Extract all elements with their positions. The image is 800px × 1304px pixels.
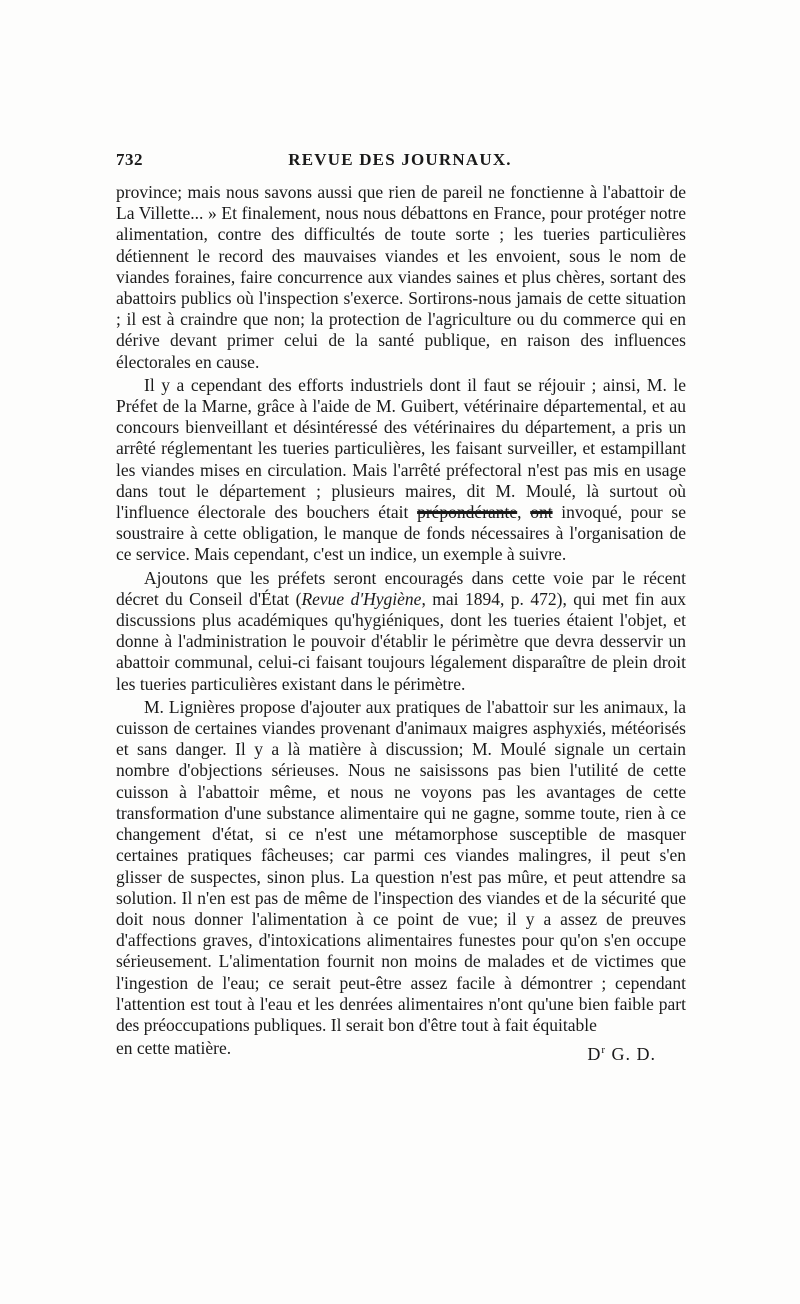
running-title: REVUE DES JOURNAUX.	[288, 150, 512, 169]
paragraph-2-sep: ,	[517, 502, 531, 523]
paragraph-1: province; mais nous savons aussi que rien de pareil ne fonctienne à l'abattoir de La Villette... » Et finalement, nous nous débattons en France, pour protéger notre alimentation, contre des difficultés de toute sorte ; les tueries particulières détiennent le record des mauvaises viandes et les envoient, sous le nom de viandes foraines, faire concurrence aux viandes saines et plus chères, sortant des abattoirs publics où l'inspection s'exerce. Sortirons-nous jamais de cette situation ; il est à craindre que non; la protection de l'agriculture ou du commerce qui en dérive devant primer celui de la santé publique, en raison des influences électorales en cause.	[116, 182, 686, 372]
journal-title: Revue d'Hygiène	[301, 588, 422, 609]
struck-word-1: prépondérante	[417, 502, 518, 523]
closing-line	[116, 1038, 686, 1065]
signature-prefix: D	[587, 1044, 602, 1065]
page-number: 732	[116, 150, 143, 169]
paragraph-3-text-a: Ajoutons que les préfets seront encouragés dans cette voie par le récent décret du Conseil d'État (	[116, 567, 686, 609]
paragraph-2-text-a: Il y a cependant des efforts industriels dont il faut se réjouir ; ainsi, M. le Préfet de la Marne, grâce à l'aide de M. Guibert, vétérinaire départemental, et au concours bienveillant et désintéressé des vétérinaires du département, a pris un arrêté réglementant les tueries particulières, les faisant surveiller, et estampillant les viandes mises en circulation. Mais l'arrêté préfectoral n'est pas mis en usage dans tout le département ; plusieurs maires, dit M. Moulé, là surtout où l'influence électorale des bouchers était	[116, 374, 686, 523]
struck-word-2: ont	[530, 502, 553, 523]
signature-name: G. D.	[606, 1044, 656, 1065]
page-header	[116, 150, 684, 174]
paragraph-3-text-b: , mai 1894, p. 472), qui met fin aux discussions plus académiques qu'hygiéniques, dont les tueries étaient l'objet, et donne à l'administration le pouvoir d'établir le périmètre que devra desservir un abattoir communal, celui-ci faisant toujours légalement disparaître de plein droit les tueries particulières existant dans le périmètre.	[116, 588, 686, 694]
signature-superscript: r	[601, 1044, 606, 1057]
paragraph-2-text-b: invoqué, pour se soustraire à cette obligation, le manque de fonds nécessaires à l'organisation de ce service. Mais cependant, c'est un indice, un exemple à suivre.	[116, 502, 686, 565]
signature	[587, 1040, 656, 1065]
paragraph-2	[116, 375, 686, 566]
article-body	[116, 182, 686, 1065]
paragraph-3	[116, 568, 686, 695]
closing-text: en cette matière.	[116, 1038, 232, 1059]
paragraph-4: M. Lignières propose d'ajouter aux pratiques de l'abattoir sur les animaux, la cuisson de certaines viandes provenant d'animaux maigres asphyxiés, météorisés et sans danger. Il y a là matière à discussion; M. Moulé signale un certain nombre d'objections sérieuses. Nous ne saisissons pas bien l'utilité de cette cuisson à l'abattoir même, et nous ne voyons pas les avantages de cette transformation d'une substance alimentaire qui ne gagne, somme toute, rien à ce changement d'état, si ce n'est une métamorphose susceptible de masquer certaines pratiques fâcheuses; car parmi ces viandes malingres, il peut s'en glisser de suspectes, sinon plus. La question n'est pas mûre, et peut attendre sa solution. Il n'en est pas de même de l'inspection des viandes et de la sécurité que doit nous donner l'alimentation à ce point de vue; il y a assez de preuves d'affections graves, d'intoxications alimentaires funestes pour qu'on s'en occupe sérieusement. L'alimentation fournit non moins de malades et de victimes que l'ingestion de l'eau; ce serait peut-être assez facile à démontrer ; cependant l'attention est tout à l'eau et les denrées alimentaires n'ont qu'une bien faible part des préoccupations publiques. Il serait bon d'être tout à fait équitable	[116, 696, 686, 1035]
